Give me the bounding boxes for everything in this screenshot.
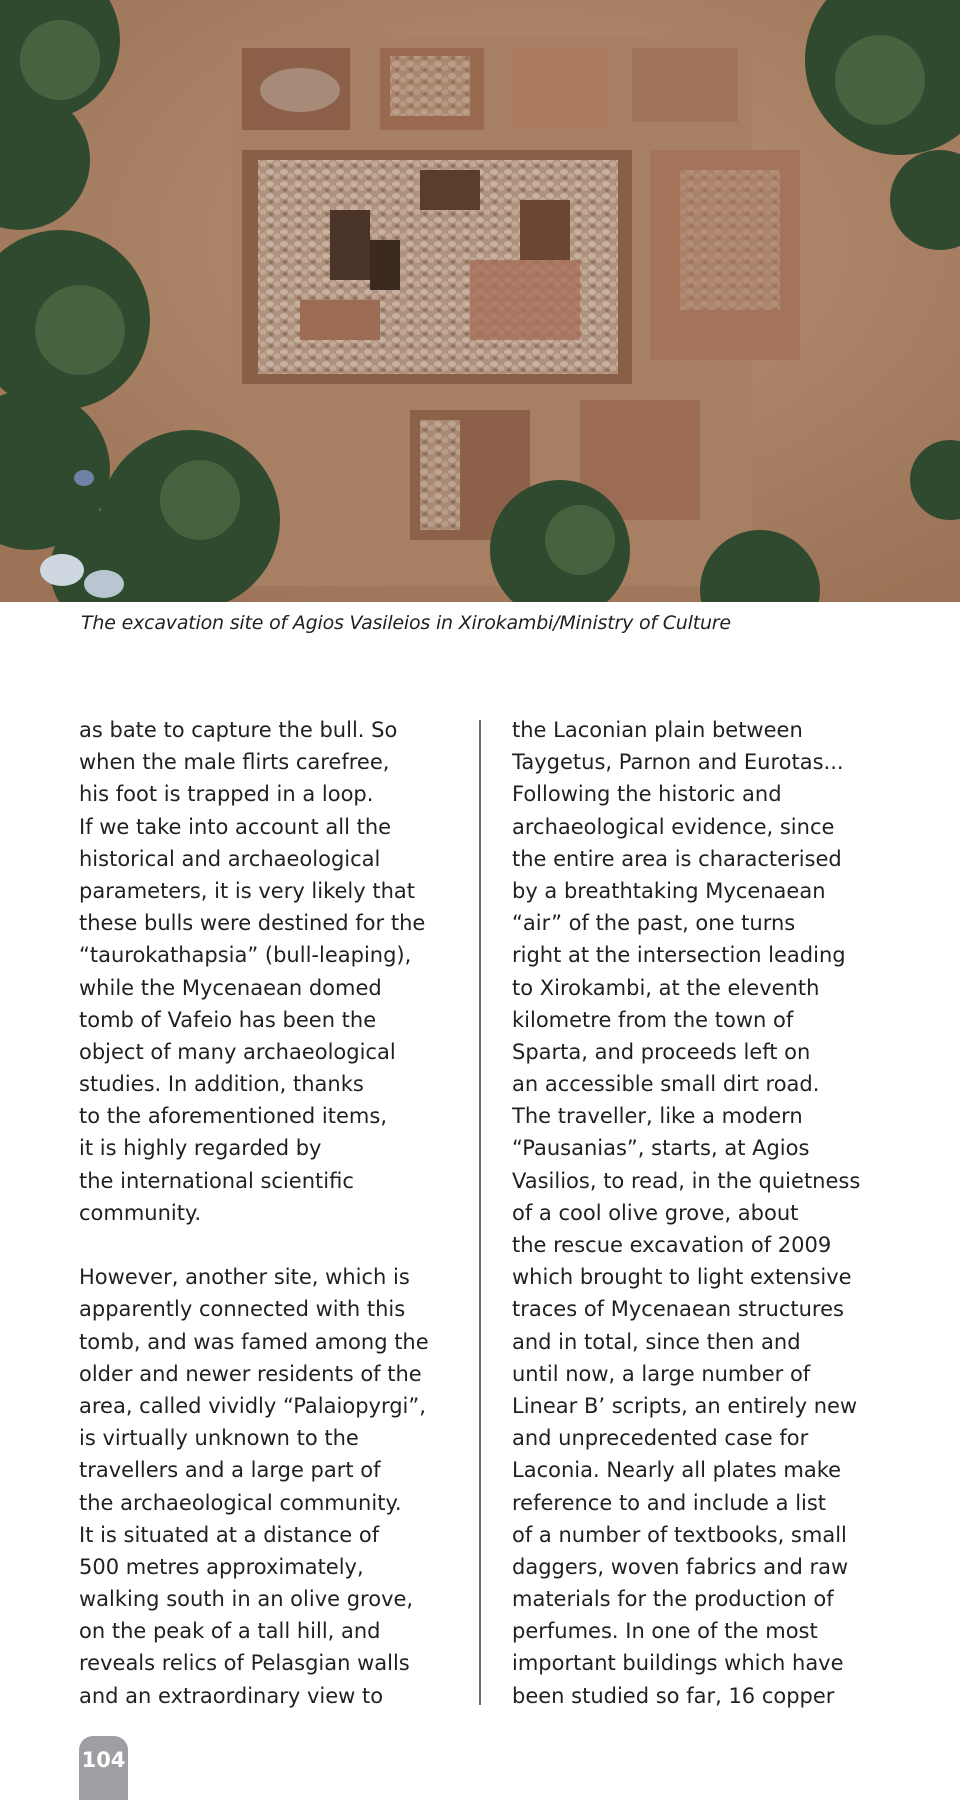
text-line: until now, a large number of — [512, 1361, 811, 1386]
text-line: and an extraordinary view to — [79, 1683, 384, 1708]
paragraph-gap — [79, 1229, 459, 1261]
text-line: 500 metres approximately, — [79, 1554, 364, 1579]
left-paragraph-2 — [79, 1261, 459, 1712]
column-divider — [479, 720, 481, 1705]
text-line: of a number of textbooks, small — [512, 1522, 847, 1547]
text-line: is virtually unknown to the — [79, 1426, 359, 1451]
text-line: community. — [79, 1200, 202, 1225]
text-line: Sparta, and proceeds left on — [512, 1039, 811, 1064]
text-line: Following the historic and — [512, 782, 782, 807]
text-line: However, another site, which is — [79, 1265, 410, 1290]
text-line: apparently connected with this — [79, 1297, 406, 1322]
text-line: tomb of Vafeio has been the — [79, 1007, 377, 1032]
text-line: tomb, and was famed among the — [79, 1329, 429, 1354]
text-line: the entire area is characterised — [512, 846, 842, 871]
text-line: to the aforementioned items, — [79, 1104, 387, 1129]
text-line: The traveller, like a modern — [512, 1104, 803, 1129]
text-line: as bate to capture the bull. So — [79, 718, 398, 742]
text-line: traces of Mycenaean structures — [512, 1297, 844, 1322]
excavation-photo — [0, 0, 960, 602]
text-line: and in total, since then and — [512, 1329, 801, 1354]
text-line: right at the intersection leading — [512, 943, 846, 968]
text-line: and unprecedented case for — [512, 1426, 809, 1451]
text-line: which brought to light extensive — [512, 1265, 852, 1290]
text-line: studies. In addition, thanks — [79, 1072, 364, 1097]
left-paragraph-1 — [79, 714, 459, 1229]
text-line: to Xirokambi, at the eleventh — [512, 975, 820, 1000]
text-line: daggers, woven fabrics and raw — [512, 1554, 849, 1579]
text-line: reference to and include a list — [512, 1490, 827, 1515]
text-line: kilometre from the town of — [512, 1007, 794, 1032]
text-line: Vasilios, to read, in the quietness — [512, 1168, 861, 1193]
text-line: important buildings which have — [512, 1651, 844, 1676]
text-line: area, called vividly “Palaiopyrgi”, — [79, 1393, 426, 1418]
text-line: reveals relics of Pelasgian walls — [79, 1651, 410, 1676]
text-line: on the peak of a tall hill, and — [79, 1619, 381, 1644]
left-text-column — [79, 714, 459, 1712]
text-line: “taurokathapsia” (bull-leaping), — [79, 943, 412, 968]
text-line: Taygetus, Parnon and Eurotas... — [512, 750, 844, 775]
text-line: been studied so far, 16 copper — [512, 1683, 835, 1708]
text-line: while the Mycenaean domed — [79, 975, 382, 1000]
text-line: by a breathtaking Mycenaean — [512, 878, 826, 903]
text-line: an accessible small dirt road. — [512, 1072, 820, 1097]
text-line: Linear B’ scripts, an entirely new — [512, 1393, 858, 1418]
text-line: If we take into account all the — [79, 814, 392, 839]
page-number: 104 — [79, 1736, 128, 1800]
text-line: the rescue excavation of 2009 — [512, 1233, 832, 1257]
text-line: older and newer residents of the — [79, 1361, 422, 1386]
text-line: these bulls were destined for the — [79, 911, 426, 936]
photo-caption: The excavation site of Agios Vasileios in Xirokambi/Ministry of Culture — [81, 612, 731, 634]
text-line: of a cool olive grove, about — [512, 1200, 799, 1225]
text-line: archaeological evidence, since — [512, 814, 835, 839]
text-line: the archaeological community. — [79, 1490, 402, 1515]
text-line: when the male flirts carefree, — [79, 750, 390, 775]
text-line: It is situated at a distance of — [79, 1522, 380, 1547]
text-line: travellers and a large part of — [79, 1458, 381, 1483]
text-line: materials for the production of — [512, 1587, 834, 1612]
text-line: perfumes. In one of the most — [512, 1619, 818, 1644]
text-line: Laconia. Nearly all plates make — [512, 1458, 842, 1483]
text-line: walking south in an olive grove, — [79, 1587, 414, 1612]
text-line: object of many archaeological — [79, 1039, 396, 1064]
right-text-column — [512, 714, 892, 1712]
aerial-excavation-photo-icon — [0, 0, 960, 602]
text-line: parameters, it is very likely that — [79, 878, 416, 903]
text-line: his foot is trapped in a loop. — [79, 782, 374, 807]
text-line: the Laconian plain between — [512, 718, 803, 742]
text-line: it is highly regarded by — [79, 1136, 322, 1161]
text-line: “Pausanias”, starts, at Agios — [512, 1136, 810, 1161]
text-line: historical and archaeological — [79, 846, 381, 871]
text-line: the international scientific — [79, 1168, 354, 1193]
text-line: “air” of the past, one turns — [512, 911, 796, 936]
